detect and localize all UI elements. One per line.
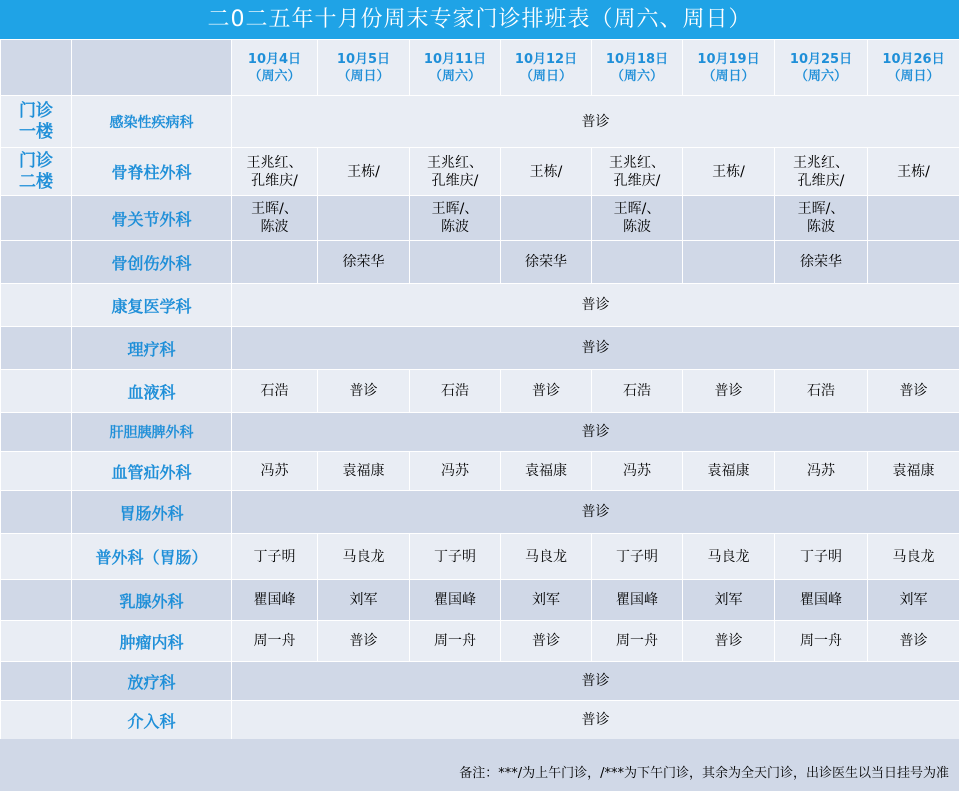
doctor-line1: 普诊 <box>899 633 928 649</box>
doctor-line1: 冯苏 <box>623 463 651 479</box>
doctor-line1: 袁福康 <box>525 463 567 479</box>
department-name: 肿瘤内科 <box>72 621 232 662</box>
doctor-line1: 瞿国峰 <box>800 592 842 608</box>
doctor-cell <box>232 621 318 662</box>
doctor-line1: 王晖/、 <box>797 201 845 217</box>
doctor-line1: 马良龙 <box>342 548 385 565</box>
weekday-label: （周日） <box>887 68 940 84</box>
footnote-bar <box>0 739 959 791</box>
doctor-line1: 马良龙 <box>707 548 750 565</box>
date-label: 10月26日 <box>882 51 945 67</box>
doctor-cell <box>868 621 959 662</box>
date-header <box>410 40 501 96</box>
doctor-line1: 王兆红、 <box>609 154 665 171</box>
doctor-cell <box>592 452 683 491</box>
department-name: 骨创伤外科 <box>72 241 232 284</box>
doctor-line2: 陈波 <box>441 219 469 235</box>
doctor-line2: 孔维庆/ <box>797 172 845 189</box>
schedule-row <box>1 196 959 241</box>
schedule-row <box>1 148 959 196</box>
doctor-line1: 普诊 <box>349 633 378 649</box>
doctor-cell <box>410 534 501 580</box>
doctor-line1: 瞿国峰 <box>253 592 296 608</box>
doctor-line1: 刘军 <box>532 592 560 608</box>
doctor-cell <box>410 452 501 491</box>
floor-cell-empty <box>1 196 72 241</box>
doctor-line2: 陈波 <box>260 219 289 235</box>
doctor-line1: 刘军 <box>349 592 378 608</box>
doctor-line1: 丁子明 <box>434 548 476 565</box>
doctor-cell <box>318 370 410 413</box>
schedule-row <box>1 701 959 740</box>
date-header <box>683 40 775 96</box>
floor-cell-empty <box>1 534 72 580</box>
header-blank-dept <box>72 40 232 96</box>
department-name: 康复医学科 <box>72 284 232 327</box>
general-clinic-cell: 普诊 <box>232 327 959 370</box>
doctor-line1: 马良龙 <box>892 548 935 565</box>
doctor-cell <box>501 580 592 621</box>
doctor-cell <box>501 370 592 413</box>
department-name: 乳腺外科 <box>72 580 232 621</box>
doctor-cell <box>592 580 683 621</box>
date-label: 10月25日 <box>789 51 853 67</box>
floor-cell-empty <box>1 327 72 370</box>
doctor-cell <box>683 452 775 491</box>
doctor-line1: 袁福康 <box>892 463 935 479</box>
doctor-cell <box>318 534 410 580</box>
department-name: 血液科 <box>72 370 232 413</box>
doctor-line1: 瞿国峰 <box>616 592 658 608</box>
floor-line1: 门诊 <box>19 150 53 171</box>
doctor-cell <box>868 452 959 491</box>
floor-cell-empty <box>1 241 72 284</box>
doctor-cell <box>868 196 959 241</box>
floor-cell-empty <box>1 413 72 452</box>
department-name: 血管疝外科 <box>72 452 232 491</box>
doctor-line1: 王晖/、 <box>251 201 298 217</box>
doctor-line1: 徐荣华 <box>525 254 567 270</box>
date-label: 10月12日 <box>514 51 578 67</box>
doctor-cell <box>775 241 868 284</box>
date-label: 10月18日 <box>605 51 669 67</box>
floor-cell-empty <box>1 701 72 740</box>
doctor-line1: 周一舟 <box>253 633 296 649</box>
date-label: 10月4日 <box>247 51 302 67</box>
date-header <box>232 40 318 96</box>
doctor-cell <box>775 452 868 491</box>
doctor-line1: 石浩 <box>807 383 835 399</box>
doctor-line1: 王栋/ <box>712 163 745 180</box>
doctor-cell <box>775 621 868 662</box>
schedule-body <box>1 40 959 740</box>
weekday-label: （周日） <box>702 68 755 84</box>
date-label: 10月5日 <box>336 51 391 67</box>
general-clinic-cell: 普诊 <box>232 413 959 452</box>
doctor-line1: 普诊 <box>349 383 378 399</box>
general-clinic-cell: 普诊 <box>232 701 959 740</box>
doctor-line2: 孔维庆/ <box>613 172 661 189</box>
doctor-line1: 冯苏 <box>260 463 289 479</box>
doctor-cell <box>775 148 868 196</box>
doctor-cell <box>775 196 868 241</box>
doctor-line1: 王兆红、 <box>246 154 303 171</box>
doctor-cell <box>868 580 959 621</box>
floor-cell-empty <box>1 621 72 662</box>
department-name: 介入科 <box>72 701 232 740</box>
schedule-row <box>1 327 959 370</box>
doctor-cell <box>592 196 683 241</box>
doctor-cell <box>410 148 501 196</box>
weekday-label: （周六） <box>794 68 847 84</box>
general-clinic-cell: 普诊 <box>232 96 959 148</box>
doctor-line2: 陈波 <box>623 219 651 235</box>
department-name: 放疗科 <box>72 662 232 701</box>
schedule-row <box>1 284 959 327</box>
doctor-line1: 王栋/ <box>347 163 380 180</box>
doctor-cell <box>318 580 410 621</box>
doctor-cell <box>410 621 501 662</box>
doctor-line1: 瞿国峰 <box>434 592 476 608</box>
doctor-cell <box>318 452 410 491</box>
schedule-row <box>1 662 959 701</box>
schedule-row <box>1 370 959 413</box>
department-name: 理疗科 <box>72 327 232 370</box>
doctor-cell <box>232 196 318 241</box>
date-label: 10月19日 <box>697 51 760 67</box>
doctor-cell <box>318 621 410 662</box>
floor-cell-empty <box>1 284 72 327</box>
doctor-cell <box>501 196 592 241</box>
department-name: 肝胆胰脾外科 <box>72 413 232 452</box>
doctor-cell <box>410 241 501 284</box>
department-name: 胃肠外科 <box>72 491 232 534</box>
doctor-line1: 丁子明 <box>800 548 842 565</box>
doctor-line1: 周一舟 <box>616 633 658 649</box>
weekday-label: （周六） <box>248 68 301 84</box>
department-name: 骨脊柱外科 <box>72 148 232 196</box>
doctor-line1: 普诊 <box>532 383 560 399</box>
doctor-cell <box>775 370 868 413</box>
doctor-line1: 普诊 <box>532 633 560 649</box>
footnote-text: 备注：***/为上午门诊，/***为下午门诊，其余为全天门诊，出诊医生以当日挂号为准 <box>459 766 949 781</box>
doctor-cell <box>410 580 501 621</box>
doctor-cell <box>868 534 959 580</box>
doctor-cell <box>592 148 683 196</box>
doctor-line1: 王栋/ <box>529 163 563 180</box>
schedule-row <box>1 621 959 662</box>
schedule-row <box>1 241 959 284</box>
doctor-cell <box>868 148 959 196</box>
doctor-line1: 王晖/、 <box>431 201 479 217</box>
date-header <box>775 40 868 96</box>
doctor-cell <box>410 196 501 241</box>
doctor-line1: 王兆红、 <box>427 154 483 171</box>
doctor-cell <box>683 241 775 284</box>
schedule-row <box>1 580 959 621</box>
schedule-table <box>0 39 959 740</box>
floor-cell-empty <box>1 662 72 701</box>
doctor-line1: 王栋/ <box>897 163 930 180</box>
doctor-cell <box>868 241 959 284</box>
schedule-row <box>1 452 959 491</box>
doctor-line1: 袁福康 <box>707 463 750 479</box>
doctor-cell <box>501 534 592 580</box>
doctor-line1: 丁子明 <box>616 548 658 565</box>
header-row <box>1 40 959 96</box>
general-clinic-cell: 普诊 <box>232 662 959 701</box>
floor-line2: 一楼 <box>19 121 53 142</box>
doctor-line1: 徐荣华 <box>800 254 842 270</box>
weekday-label: （周六） <box>428 68 481 84</box>
weekday-label: （周日） <box>337 68 390 84</box>
doctor-line2: 孔维庆/ <box>431 172 479 189</box>
floor-line1: 门诊 <box>19 100 53 121</box>
doctor-line1: 王兆红、 <box>793 154 849 171</box>
doctor-cell <box>683 196 775 241</box>
doctor-cell <box>592 534 683 580</box>
doctor-cell <box>683 621 775 662</box>
doctor-line1: 普诊 <box>714 633 743 649</box>
doctor-cell <box>318 241 410 284</box>
doctor-cell <box>592 621 683 662</box>
date-header <box>318 40 410 96</box>
date-header <box>501 40 592 96</box>
doctor-cell <box>501 621 592 662</box>
doctor-cell <box>232 148 318 196</box>
doctor-cell <box>232 370 318 413</box>
doctor-line1: 石浩 <box>623 383 651 399</box>
date-header <box>592 40 683 96</box>
doctor-line1: 周一舟 <box>800 633 842 649</box>
doctor-line1: 徐荣华 <box>342 254 385 270</box>
doctor-cell <box>232 241 318 284</box>
doctor-line1: 周一舟 <box>434 633 476 649</box>
doctor-cell <box>232 452 318 491</box>
floor-cell-empty <box>1 491 72 534</box>
floor-line2: 二楼 <box>19 171 53 192</box>
doctor-line1: 冯苏 <box>441 463 469 479</box>
general-clinic-cell: 普诊 <box>232 491 959 534</box>
floor-label <box>1 148 72 196</box>
doctor-line2: 孔维庆/ <box>251 172 298 189</box>
doctor-line1: 冯苏 <box>807 463 835 479</box>
doctor-cell <box>318 148 410 196</box>
doctor-cell <box>683 370 775 413</box>
page-title: 二0二五年十月份周末专家门诊排班表（周六、周日） <box>0 0 959 39</box>
doctor-line1: 普诊 <box>899 383 928 399</box>
doctor-line1: 袁福康 <box>342 463 385 479</box>
doctor-cell <box>868 370 959 413</box>
doctor-cell <box>775 534 868 580</box>
general-clinic-cell: 普诊 <box>232 284 959 327</box>
doctor-cell <box>501 148 592 196</box>
floor-cell-empty <box>1 370 72 413</box>
doctor-line1: 刘军 <box>899 592 928 608</box>
doctor-line2: 陈波 <box>807 219 835 235</box>
date-header <box>868 40 959 96</box>
weekday-label: （周六） <box>610 68 663 84</box>
floor-label <box>1 96 72 148</box>
doctor-line1: 普诊 <box>714 383 743 399</box>
department-name: 普外科（胃肠） <box>72 534 232 580</box>
doctor-cell <box>775 580 868 621</box>
schedule-row <box>1 413 959 452</box>
floor-cell-empty <box>1 452 72 491</box>
floor-cell-empty <box>1 580 72 621</box>
doctor-line1: 丁子明 <box>253 548 296 565</box>
schedule-row <box>1 96 959 148</box>
doctor-cell <box>592 241 683 284</box>
doctor-line1: 石浩 <box>260 383 289 399</box>
doctor-cell <box>501 241 592 284</box>
doctor-cell <box>683 580 775 621</box>
doctor-cell <box>683 534 775 580</box>
doctor-line1: 马良龙 <box>525 548 567 565</box>
doctor-cell <box>410 370 501 413</box>
schedule-row <box>1 491 959 534</box>
doctor-line1: 刘军 <box>714 592 743 608</box>
doctor-cell <box>232 580 318 621</box>
doctor-line1: 王晖/、 <box>613 201 661 217</box>
doctor-cell <box>232 534 318 580</box>
doctor-cell <box>318 196 410 241</box>
schedule-row <box>1 534 959 580</box>
date-label: 10月11日 <box>423 51 487 67</box>
doctor-line1: 石浩 <box>441 383 469 399</box>
department-name: 感染性疾病科 <box>72 96 232 148</box>
doctor-cell <box>501 452 592 491</box>
doctor-cell <box>683 148 775 196</box>
header-blank-floor <box>1 40 72 96</box>
doctor-cell <box>592 370 683 413</box>
department-name: 骨关节外科 <box>72 196 232 241</box>
weekday-label: （周日） <box>519 68 572 84</box>
